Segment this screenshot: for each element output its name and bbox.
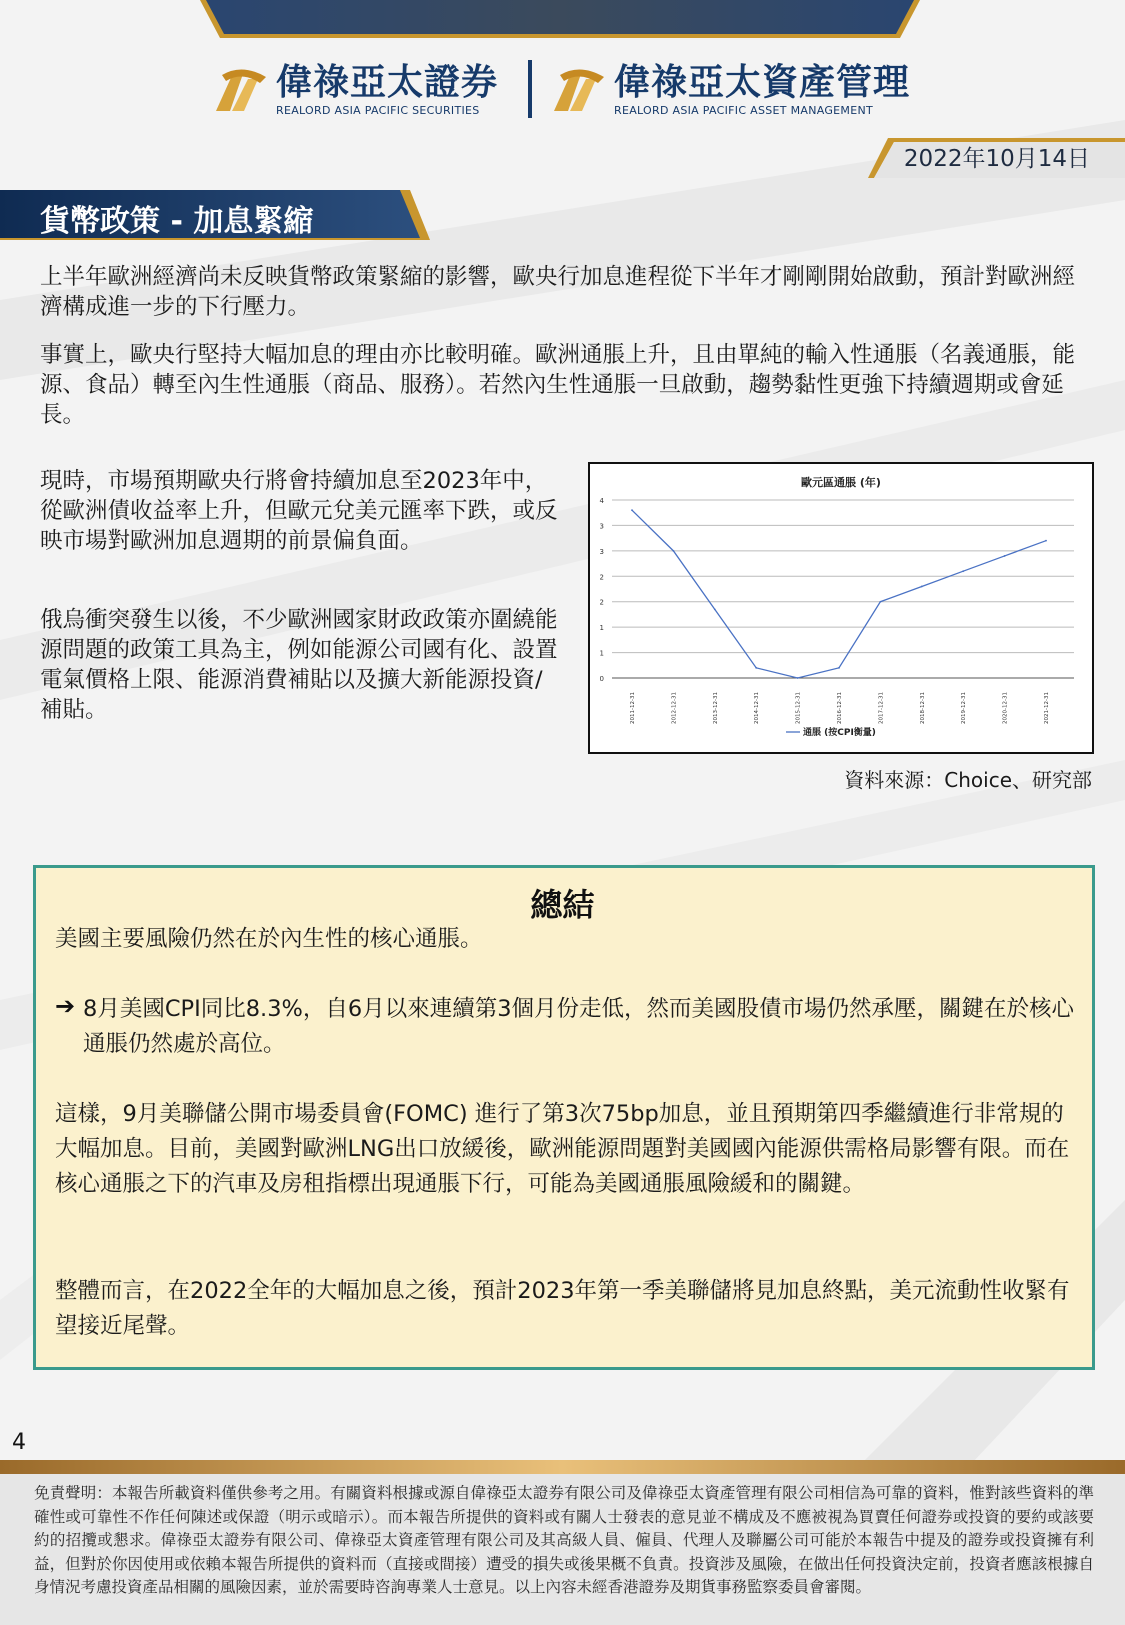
chart-y-tick-label: 1 bbox=[599, 649, 604, 658]
chart-data-point bbox=[673, 550, 675, 552]
chart-y-tick-label: 0 bbox=[599, 675, 604, 683]
chart-x-tick-label: 2021-12-31 bbox=[1044, 692, 1050, 724]
chart-x-tick-label: 2019-12-31 bbox=[961, 692, 968, 724]
inflation-chart bbox=[588, 462, 1094, 754]
summary-line-4: 整體而言，在2022全年的大幅加息之後，預計2023年第一季美聯儲將見加息終點，美元流動性收緊有望接近尾聲。 bbox=[55, 1278, 1070, 1339]
paragraph-3: 現時，市場預期歐央行將會持續加息至2023年中，從歐洲債收益率上升，但歐元兌美元匯率下跌，或反映市場對歐洲加息週期的前景偏負面。 bbox=[40, 468, 558, 554]
chart-data-point bbox=[1004, 555, 1006, 557]
arrow-right-icon: ➔ bbox=[55, 992, 76, 1020]
chart-data-point bbox=[755, 667, 757, 669]
summary-line-2: 8月美國CPI同比8.3%，自6月以來連續第3個月份走低，然而美國股債市場仍然承壓，關鍵在於核心通脹仍然處於高位。 bbox=[83, 996, 1075, 1057]
paragraph-4: 俄烏衝突發生以後，不少歐洲國家財政政策亦圍繞能源問題的政策工具為主，例如能源公司國有化、設置電氣價格上限、能源消費補貼以及擴大新能源投資/補貼。 bbox=[40, 607, 558, 723]
header-top-bar bbox=[200, 0, 920, 38]
chart-legend-label: 通脹 (按CPI衡量) bbox=[803, 728, 876, 738]
chart-x-tick-label: 2015-12-31 bbox=[795, 692, 802, 724]
chart-data-point bbox=[1045, 540, 1047, 542]
footer-band bbox=[0, 1460, 1125, 1474]
logo-asset-management bbox=[550, 60, 910, 120]
chart-data-point bbox=[880, 601, 882, 603]
report-date: 2022年10月14日 bbox=[903, 146, 1090, 172]
logo-securities-en: REALORD ASIA PACIFIC SECURITIES bbox=[276, 103, 480, 117]
summary-line-1: 美國主要風險仍然在於內生性的核心通脹。 bbox=[55, 926, 483, 952]
logo-divider bbox=[528, 60, 532, 118]
page-number: 4 bbox=[12, 1430, 26, 1455]
paragraph-2: 事實上，歐央行堅持大幅加息的理由亦比較明確。歐洲通脹上升，且由單純的輸入性通脹（名義通脹，能源、食品）轉至內生性通脹（商品、服務）。若然內生性通脹一旦啟動，趨勢黏性更強下持續週期或會延長。 bbox=[40, 342, 1076, 428]
inflation-chart-svg bbox=[590, 464, 1092, 752]
chart-x-tick-label: 2017-12-31 bbox=[878, 692, 885, 724]
summary-title: 總結 bbox=[530, 886, 595, 924]
chart-data-point bbox=[921, 586, 923, 588]
logo-securities-cn: 偉祿亞太證券 bbox=[276, 61, 499, 103]
chart-y-tick-label: 4 bbox=[599, 497, 604, 505]
chart-x-tick-label: 2012-12-31 bbox=[671, 692, 678, 724]
realord-logo-icon bbox=[212, 61, 270, 119]
realord-logo-icon bbox=[550, 61, 608, 119]
chart-x-tick-label: 2016-12-31 bbox=[837, 692, 843, 724]
chart-title: 歐元區通脹 (年) bbox=[801, 476, 881, 489]
chart-x-tick-label: 2013-12-31 bbox=[712, 692, 719, 724]
logo-asset-management-cn: 偉祿亞太資產管理 bbox=[614, 61, 911, 103]
section-title: 貨幣政策 - 加息緊縮 bbox=[40, 204, 314, 239]
chart-data-point bbox=[631, 509, 633, 511]
logo-asset-management-en: REALORD ASIA PACIFIC ASSET MANAGEMENT bbox=[614, 103, 874, 117]
chart-y-tick-label: 2 bbox=[599, 598, 604, 607]
chart-x-tick-label: 2011-12-31 bbox=[630, 692, 636, 724]
chart-y-tick-label: 3 bbox=[599, 547, 604, 556]
chart-data-point bbox=[962, 570, 964, 572]
paragraph-1: 上半年歐洲經濟尚未反映貨幣政策緊縮的影響，歐央行加息進程從下半年才剛剛開始啟動，預計對歐洲經濟構成進一步的下行壓力。 bbox=[40, 264, 1076, 320]
chart-y-tick-label: 3 bbox=[599, 522, 604, 531]
chart-data-point bbox=[838, 667, 840, 669]
chart-source: 資料來源：Choice、研究部 bbox=[844, 768, 1092, 792]
chart-y-tick-label: 2 bbox=[599, 573, 604, 582]
disclaimer: 免責聲明：本報告所載資料僅供參考之用。有關資料根據或源自偉祿亞太證券有限公司及偉祿亞太資產管理有限公司相信為可靠的資料，惟對該些資料的準確性或可靠性不作任何陳述或保證（明示或暗示）。而本報告所提供的資料或有關人士發表的意見並不構成及不應被視為買賣任何證券或投資的要約或該要約的招攬或懇求。偉祿亞太證券有限公司、偉祿亞太資產管理有限公司及其高級人員、僱員、代理人及聯屬公司可能於本報告中提及的證券或投資擁有利益，但對於你因使用或依賴本報告所提供的資料而（直接或間接）遭受的損失或後果概不負責。投資涉及風險，在做出任何投資決定前，投資者應該根據自身情況考慮投資產品相關的風險因素，並於需要時咨詢專業人士意見。以上內容未經香港證券及期貨事務監察委員會審閱。 bbox=[34, 1484, 1094, 1596]
chart-x-tick-label: 2020-12-31 bbox=[1002, 692, 1009, 724]
chart-y-tick-label: 1 bbox=[599, 624, 604, 633]
chart-data-point bbox=[714, 608, 716, 610]
chart-x-tick-label: 2014-12-31 bbox=[754, 692, 761, 724]
summary-line-3: 這樣，9月美聯儲公開市場委員會(FOMC) 進行了第3次75bp加息，並且預期第四季繼續進行非常規的大幅加息。目前，美國對歐洲LNG出口放緩後，歐洲能源問題對美國國內能源供需格局影響有限。而在核心通脹之下的汽車及房租指標出現通脹下行，可能為美國通脹風險緩和的關鍵。 bbox=[55, 1101, 1070, 1197]
chart-data-point bbox=[797, 677, 799, 679]
chart-x-tick-label: 2018-12-31 bbox=[919, 692, 926, 724]
logo-securities bbox=[212, 60, 498, 120]
